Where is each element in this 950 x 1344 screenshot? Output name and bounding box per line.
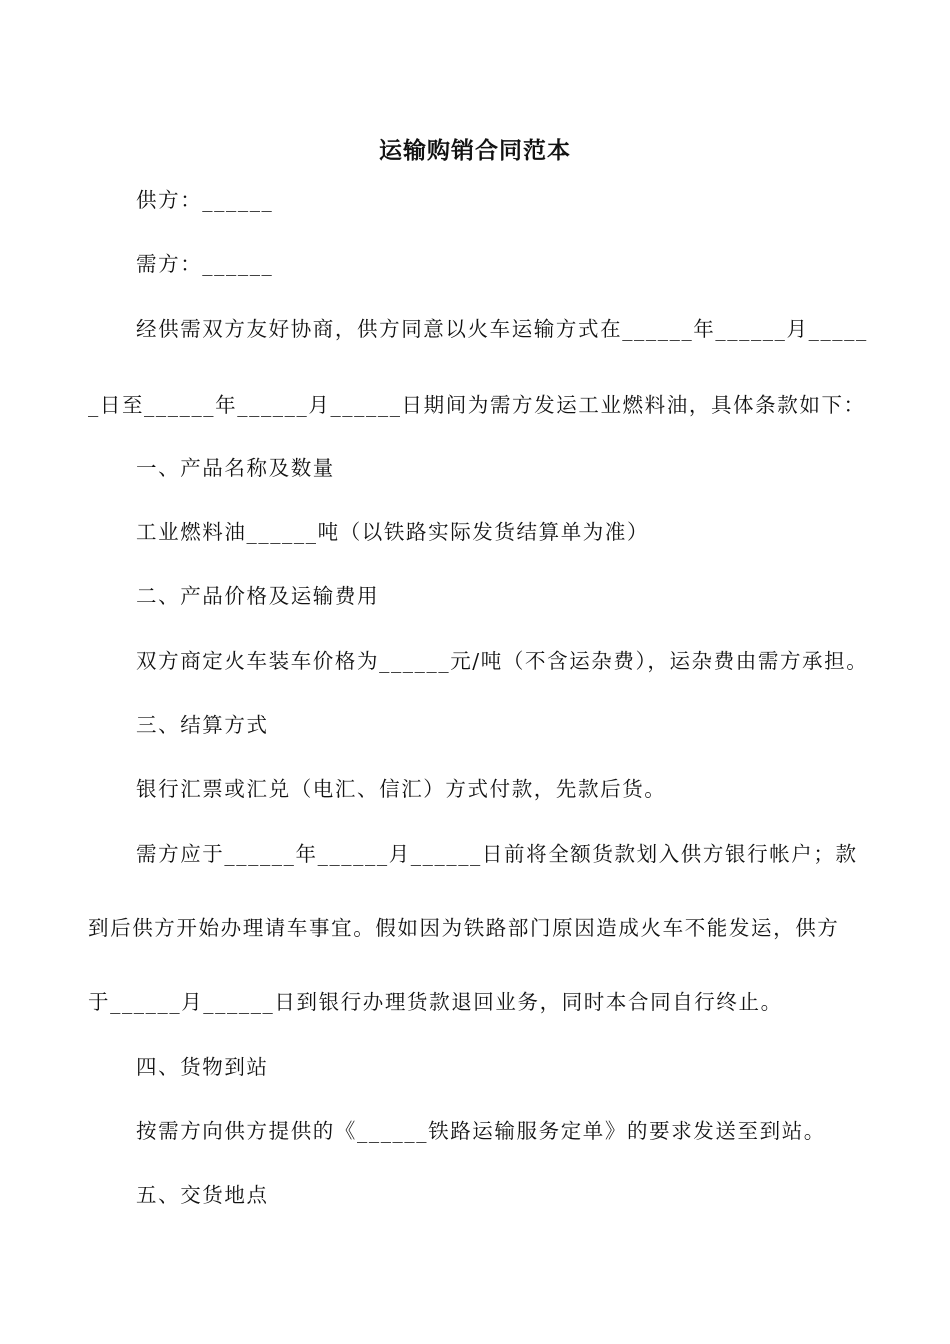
- section-heading-1: 一、产品名称及数量: [136, 456, 335, 480]
- payment-method-line: 银行汇票或汇兑（电汇、信汇）方式付款，先款后货。: [136, 777, 667, 801]
- section-heading-4: 四、货物到站: [136, 1055, 269, 1079]
- payment-paragraph-line-3: 于______月______日到银行办理货款退回业务，同时本合同自行终止。: [88, 990, 783, 1014]
- price-line: 双方商定火车装车价格为______元/吨（不含运杂费），运杂费由需方承担。: [136, 649, 869, 673]
- intro-paragraph-line-1: 经供需双方友好协商，供方同意以火车运输方式在______年______月_____: [136, 317, 868, 341]
- buyer-line: 需方：______: [136, 252, 274, 276]
- destination-line: 按需方向供方提供的《______铁路运输服务定单》的要求发送至到站。: [136, 1119, 826, 1143]
- intro-paragraph-line-2: _日至______年______月______日期间为需方发运工业燃料油，具体条款如下：: [88, 393, 866, 417]
- section-heading-3: 三、结算方式: [136, 713, 269, 737]
- payment-paragraph-line-1: 需方应于______年______月______日前将全额货款划入供方银行帐户；款: [136, 842, 858, 866]
- supplier-line: 供方：______: [136, 188, 274, 212]
- document-title: 运输购销合同范本: [379, 137, 571, 164]
- product-quantity-line: 工业燃料油______吨（以铁路实际发货结算单为准）: [136, 520, 650, 544]
- payment-paragraph-line-2: 到后供方开始办理请车事宜。假如因为铁路部门原因造成火车不能发运，供方: [88, 916, 840, 940]
- section-heading-2: 二、产品价格及运输费用: [136, 584, 380, 608]
- section-heading-5: 五、交货地点: [136, 1183, 269, 1207]
